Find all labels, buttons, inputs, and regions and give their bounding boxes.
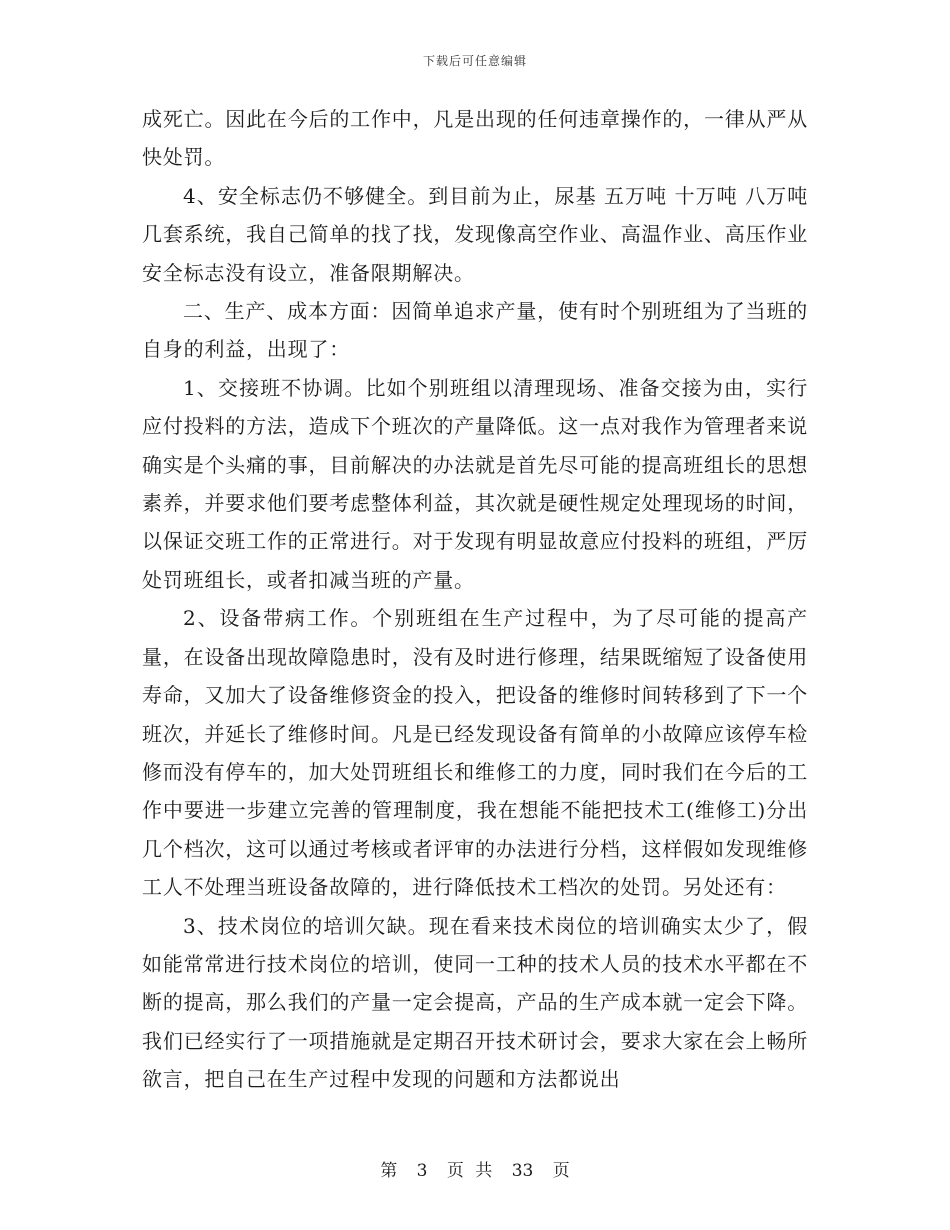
paragraph: 二、生产、成本方面：因简单追求产量，使有时个别班组为了当班的自身的利益，出现了：: [142, 299, 808, 362]
paragraph: 1、交接班不协调。比如个别班组以清理现场、准备交接为由，实行应付投料的方法，造成下个班次的产量降低。这一点对我作为管理者来说确实是个头痛的事，目前解决的办法就是首先尽可能的提高班组长的思想素养，并要求他们要考虑整体利益，其次就是硬性规定处理现场的时间，以保证交班工作的正常进行。对于发现有明显故意应付投料的班组，严厉处罚班组长，或者扣减当班的产量。: [142, 375, 808, 592]
total-pages: 33: [511, 1161, 534, 1181]
page-number: 3: [416, 1161, 428, 1181]
paragraph: 4、安全标志仍不够健全。到目前为止，尿基 五万吨 十万吨 八万吨几套系统，我自己简单的找了找，发现像高空作业、高温作业、高压作业安全标志没有设立，准备限期解决。: [142, 183, 808, 285]
document-body: [142, 100, 808, 1099]
footer-mid: 页 共: [446, 1161, 493, 1181]
page-footer: [0, 1156, 950, 1181]
footer-suffix: 页: [552, 1161, 570, 1181]
page-header: 下载后可任意编辑: [422, 54, 527, 68]
paragraph: 成死亡。因此在今后的工作中，凡是出现的任何违章操作的，一律从严从快处罚。: [142, 107, 808, 170]
paragraph: 2、设备带病工作。个别班组在生产过程中，为了尽可能的提高产量，在设备出现故障隐患时，没有及时进行修理，结果既缩短了设备使用寿命，又加大了设备维修资金的投入，把设备的维修时间转移到了下一个班次，并延长了维修时间。凡是已经发现设备有简单的小故障应该停车检修而没有停车的，加大处罚班组长和维修工的力度，同时我们在今后的工作中要进一步建立完善的管理制度，我在想能不能把技术工(维修工)分出几个档次，这可以通过考核或者评审的办法进行分档，这样假如发现维修工人不处理当班设备故障的，进行降低技术工档次的处罚。另处还有：: [142, 606, 808, 900]
footer-prefix: 第: [380, 1161, 398, 1181]
paragraph: 3、技术岗位的培训欠缺。现在看来技术岗位的培训确实太少了，假如能常常进行技术岗位的培训，使同一工种的技术人员的技术水平都在不断的提高，那么我们的产量一定会提高，产品的生产成本就一定会下降。我们已经实行了一项措施就是定期召开技术研讨会，要求大家在会上畅所欲言，把自己在生产过程中发现的问题和方法都说出: [142, 913, 808, 1092]
